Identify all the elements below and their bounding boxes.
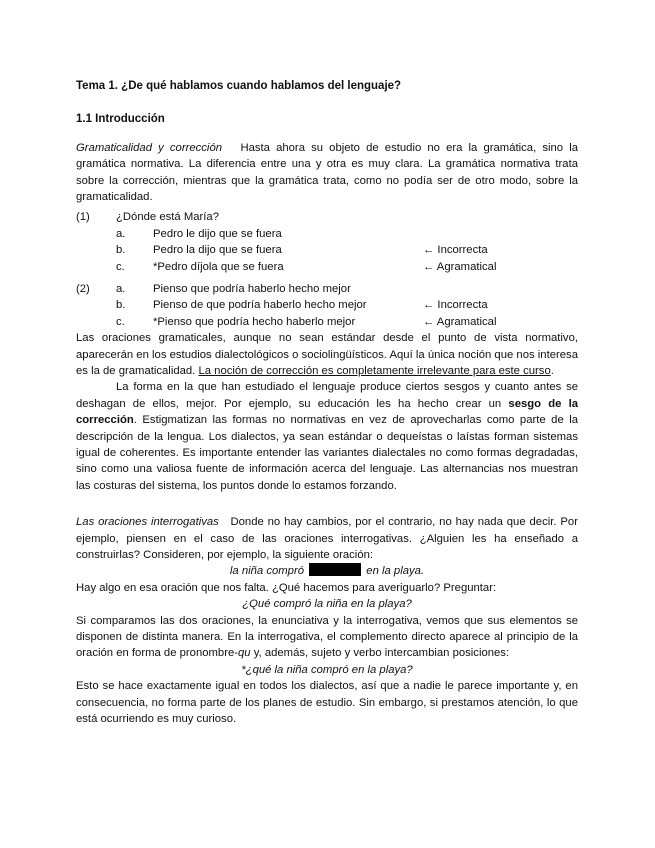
example-sentence-3: *¿qué la niña compró en la playa? <box>241 663 413 676</box>
italic-term: qu <box>238 647 251 660</box>
example-number: (2) <box>76 283 90 295</box>
example-note: ← Agramatical <box>423 315 497 328</box>
example-row <box>76 281 578 297</box>
example-letter: a. <box>116 283 126 295</box>
example-question: ¿Dónde está María? <box>116 211 219 224</box>
paragraph-sesgos <box>76 379 578 494</box>
example-row <box>76 297 578 313</box>
example-row <box>76 259 578 275</box>
example-note: ← Agramatical <box>423 260 497 273</box>
example-1-question <box>76 209 578 225</box>
page-title: Tema 1. ¿De qué hablamos cuando hablamos del lenguaje? <box>76 80 402 92</box>
paragraph-text: Si comparamos las dos oraciones, la enunciativa y la interrogativa, vemos que sus elementos se disponen de distinta manera. En la interrogativa, el complemento directo aparece al principio de la oración en forma de pronombre- <box>76 614 578 660</box>
example-sentence-1 <box>76 563 578 579</box>
document-page <box>76 78 578 728</box>
sentence-part: la niña compró <box>229 565 305 578</box>
example-letter: a. <box>116 227 126 240</box>
example-letter: c. <box>116 315 125 328</box>
paragraph-interrogativas <box>76 514 578 563</box>
example-text: *Pedro díjola que se fuera <box>153 260 284 273</box>
paragraph-text: Las oraciones gramaticales, aunque no sean estándar desde el punto de vista normativo, aparecerán en los estudios dialectológicos o sociolingüísticos. Aquí la única noción que nos interesa es la de gramaticalidad. <box>76 332 578 377</box>
paragraph-gramaticalidad <box>76 140 578 206</box>
redacted-box <box>309 563 361 576</box>
example-row <box>76 226 578 242</box>
paragraph-text: Donde no hay cambios, por el contrario, no hay nada que decir. Por ejemplo, piensen en el caso de las oraciones interrogativas. ¿Alguien les ha enseñado a construirlas? Consideren, por ejemplo, la siguiente oración: <box>76 516 578 562</box>
paragraph-oraciones-gramaticales <box>76 330 578 379</box>
example-row <box>76 242 578 258</box>
example-text: Pienso de que podría haberlo hecho mejor <box>153 299 367 312</box>
paragraph-text: y, además, sujeto y verbo intercambian posiciones: <box>250 647 510 660</box>
paragraph-text: La forma en la que han estudiado el lenguaje produce ciertos sesgos y cuanto antes se deshagan de ellos, mejor. Por ejemplo, su educación les ha hecho crear un <box>76 381 578 410</box>
example-note: ← Incorrecta <box>423 244 488 257</box>
section-heading: 1.1 Introducción <box>76 113 165 126</box>
example-text: Pedro le dijo que se fuera <box>153 227 282 240</box>
example-note: ← Incorrecta <box>423 299 488 312</box>
example-letter: b. <box>116 244 126 257</box>
paragraph-preguntar: Hay algo en esa oración que nos falta. ¿Qué hacemos para averiguarlo? Preguntar: <box>76 581 497 594</box>
sentence-part: en la playa. <box>366 565 425 578</box>
example-letter: b. <box>116 299 126 312</box>
bold-term: sesgo de la corrección <box>76 397 579 427</box>
example-letter: c. <box>116 260 125 273</box>
example-text: Pedro la dijo que se fuera <box>153 244 282 257</box>
paragraph-text: Hasta ahora su objeto de estudio no era la gramática, sino la gramática normativa. La diferencia entre una y otra es muy clara. La gramática normativa trata sobre la corrección, mientras que la gramática trata, como no podía ser de otro modo, sobre la gramaticalidad. <box>76 141 579 204</box>
paragraph-text: . Estigmatizan las formas no normativas en vez de aprovecharlas como parte de la descripción de la lengua. Los dialectos, ya sean estándar o dequeístas o laístas forman sistemas igual de coherentes. Es importante entender las variantes dialectales no como formas degradadas, sino como una valiosa fuente de información acerca del lenguaje. Las alternancias nos muestran las costuras del sistema, los puntos donde lo estamos forzando. <box>76 414 578 492</box>
example-sentence-2: ¿Qué compró la niña en la playa? <box>242 598 412 611</box>
example-text: Pienso que podría haberlo hecho mejor <box>153 283 351 295</box>
punctuation: . <box>550 364 554 377</box>
paragraph-comparacion <box>76 613 578 662</box>
paragraph-dialectos: Esto se hace exactamente igual en todos los dialectos, así que a nadie le parece importante y, en consecuencia, no forma parte de los planes de estudio. Sin embargo, si prestamos atención, lo que está ocurriendo es muy curioso. <box>76 680 578 726</box>
paragraph-lead: Las oraciones interrogativas <box>76 516 219 529</box>
example-row <box>76 314 578 330</box>
example-text: *Pienso que podría hecho haberlo mejor <box>153 315 356 328</box>
example-number: (1) <box>76 211 90 224</box>
underlined-statement: La noción de corrección es completamente irrelevante para este curso <box>198 364 551 377</box>
paragraph-lead: Gramaticalidad y corrección <box>76 141 223 154</box>
